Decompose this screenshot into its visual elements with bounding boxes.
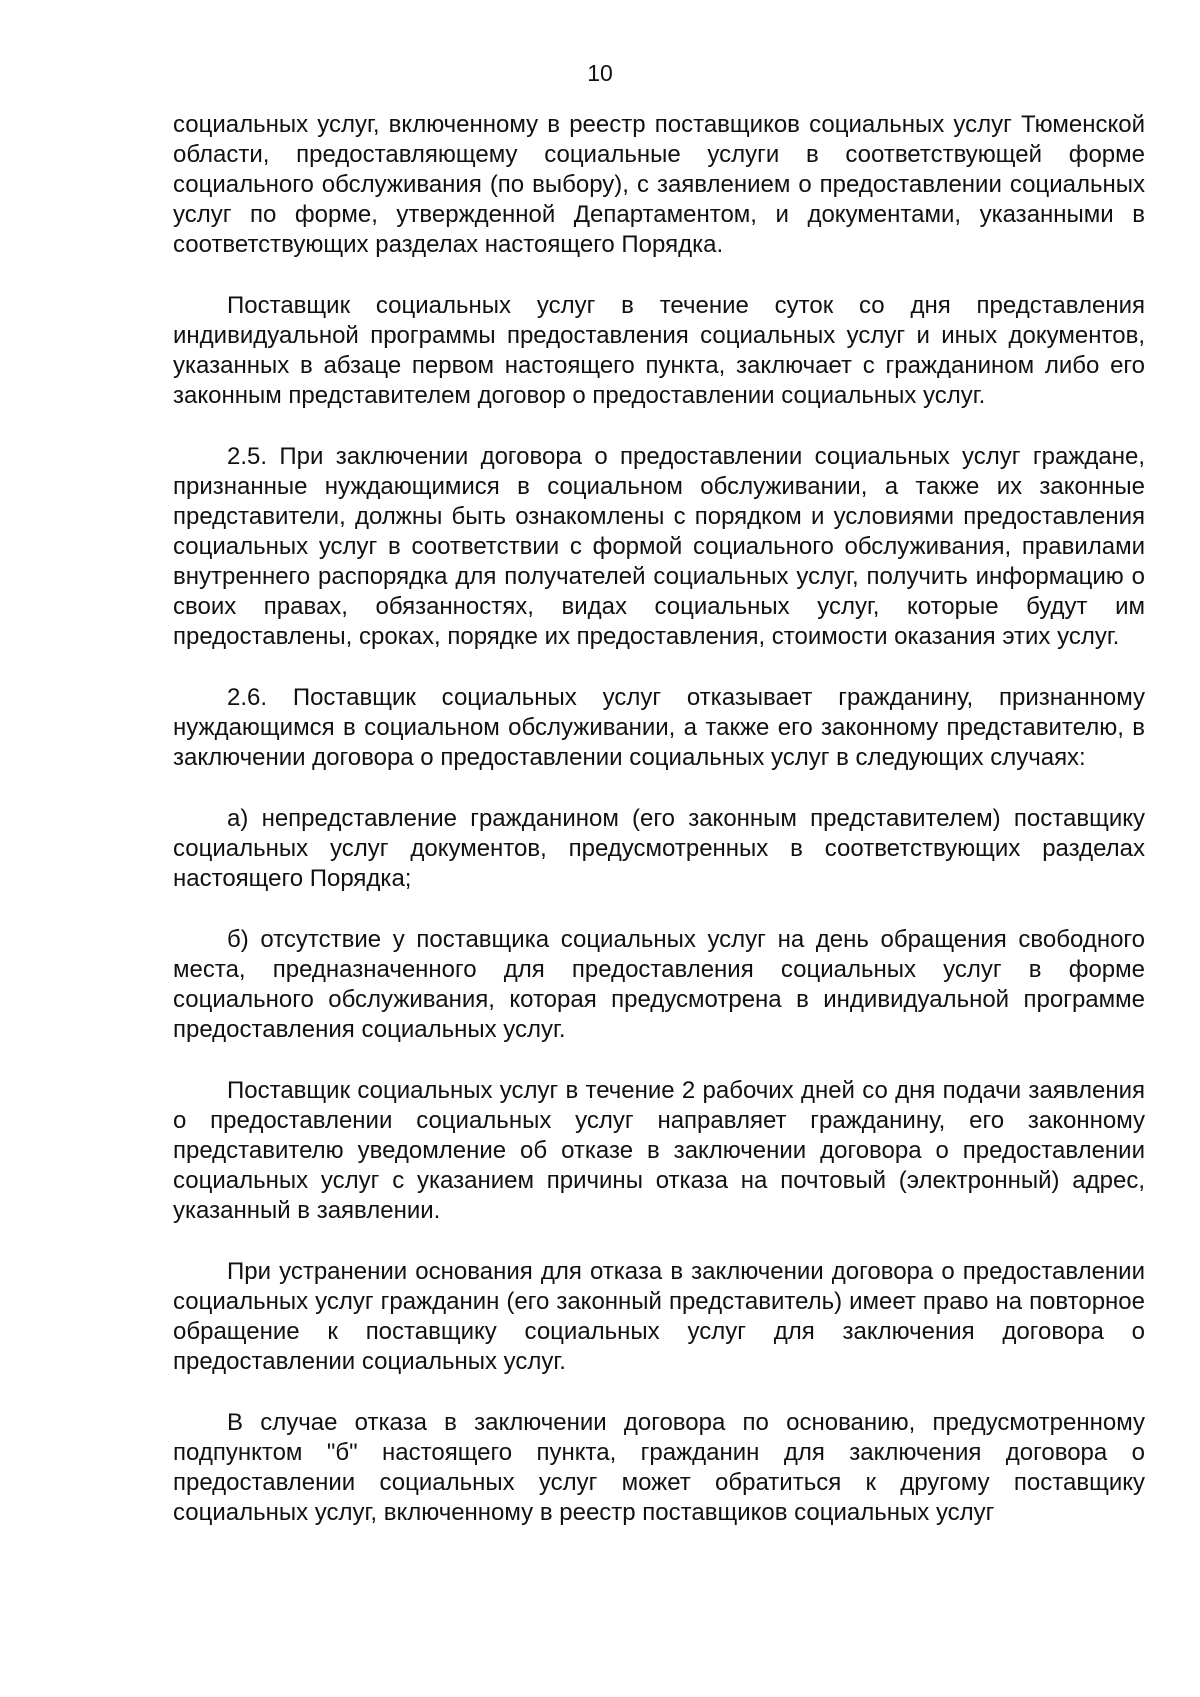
page-number: 10 (587, 60, 613, 86)
paragraph-provider-contract: Поставщик социальных услуг в течение суток со дня представления индивидуальной программы предоставления социальных услуг и иных документов, указанных в абзаце первом настоящего пункта, заключает с гражданином либо его законным представителем договор о предоставлении социальных услуг. (173, 292, 1145, 409)
paragraph-refusal-notice: Поставщик социальных услуг в течение 2 рабочих дней со дня подачи заявления о предоставлении социальных услуг направляет гражданину, его законному представителю уведомление об отказе в заключении договора о предоставлении социальных услуг с указанием причины отказа на почтовый (электронный) адрес, указанный в заявлении. (173, 1077, 1145, 1224)
document-body (173, 110, 1145, 1528)
paragraph-continuation: социальных услуг, включенному в реестр поставщиков социальных услуг Тюменской области, предоставляющему социальные услуги в соответствующей форме социального обслуживания (по выбору), с заявлением о предоставлении социальных услуг по форме, утвержденной Департаментом, и документами, указанными в соответствующих разделах настоящего Порядка. (173, 111, 1145, 258)
paragraph-other-provider: В случае отказа в заключении договора по основанию, предусмотренному подпунктом "б" настоящего пункта, гражданин для заключения договора о предоставлении социальных услуг может обратиться к другому поставщику социальных услуг, включенному в реестр поставщиков социальных услуг (173, 1409, 1145, 1526)
paragraph-item-b: б) отсутствие у поставщика социальных услуг на день обращения свободного места, предназначенного для предоставления социальных услуг в форме социального обслуживания, которая предусмотрена в индивидуальной программе предоставления социальных услуг. (173, 926, 1145, 1043)
paragraph-item-a: а) непредставление гражданином (его законным представителем) поставщику социальных услуг документов, предусмотренных в соответствующих разделах настоящего Порядка; (173, 805, 1145, 892)
paragraph-2-5: 2.5. При заключении договора о предоставлении социальных услуг граждане, признанные нуждающимися в социальном обслуживании, а также их законные представители, должны быть ознакомлены с порядком и условиями предоставления социальных услуг в соответствии с формой социального обслуживания, правилами внутреннего распорядка для получателей социальных услуг, получить информацию о своих правах, обязанностях, видах социальных услуг, которые будут им предоставлены, сроках, порядке их предоставления, стоимости оказания этих услуг. (173, 443, 1145, 650)
paragraph-2-6: 2.6. Поставщик социальных услуг отказывает гражданину, признанному нуждающимся в социальном обслуживании, а также его законному представителю, в заключении договора о предоставлении социальных услуг в следующих случаях: (173, 684, 1145, 771)
paragraph-repeat-application: При устранении основания для отказа в заключении договора о предоставлении социальных услуг гражданин (его законный представитель) имеет право на повторное обращение к поставщику социальных услуг для заключения договора о предоставлении социальных услуг. (173, 1258, 1145, 1375)
